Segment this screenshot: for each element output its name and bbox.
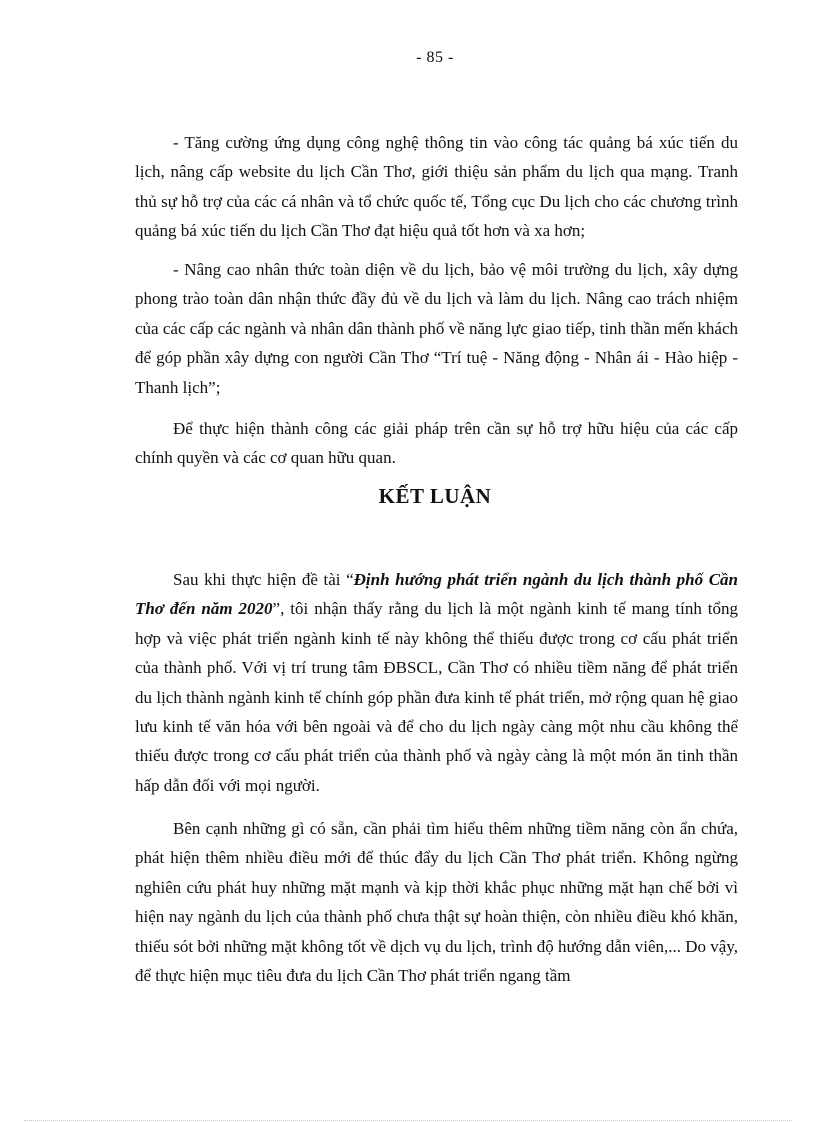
paragraph-text: - Nâng cao nhân thức toàn diện về du lịch, bảo vệ môi trường du lịch, xây dựng phong trào toàn dân nhận thức đầy đủ về du lịch và làm du lịch. Nâng cao trách nhiệm của các cấp các ngành và nhân dân thành phố về năng lực giao tiếp, tinh thần mến khách để góp phần xây dựng con người Cần Thơ “Trí tuệ - Năng động - Nhân ái - Hào hiệp - Thanh lịch”; [135, 260, 738, 397]
paragraph-text: - Tăng cường ứng dụng công nghệ thông tin vào công tác quảng bá xúc tiến du lịch, nâng cấp website du lịch Cần Thơ, giới thiệu sản phẩm du lịch qua mạng. Tranh thủ sự hỗ trợ của các cá nhân và tổ chức quốc tế, Tổng cục Du lịch cho các chương trình quảng bá xúc tiến du lịch Cần Thơ đạt hiệu quả tốt hơn và xa hơn; [135, 133, 738, 241]
paragraph-conclusion-body [135, 814, 738, 990]
page-bottom-rule [24, 1120, 792, 1121]
section-title-conclusion: KẾT LUẬN [378, 484, 492, 508]
paragraph-awareness [135, 255, 738, 402]
paragraph-rest: ”, tôi nhận thấy rằng du lịch là một ngành kinh tế mang tính tổng hợp và việc phát triển ngành kinh tế này không thể thiếu được trong cơ cấu phát triển của thành phố. Với vị trí trung tâm ĐBSCL, Cần Thơ có nhiều tiềm năng để phát triển du lịch thành ngành kinh tế chính góp phần đưa kinh tế phát triển, mở rộng quan hệ giao lưu kinh tế văn hóa với bên ngoài và để cho du lịch ngày càng một nhu cầu không thể thiếu được trong cơ cấu phát triển của thành phố và ngày càng là một món ăn tinh thần hấp dẫn đối với mọi người. [135, 599, 739, 795]
paragraph-lead: Sau khi thực hiện đề tài “ [173, 570, 354, 589]
paragraph-promotion-it [135, 128, 738, 246]
page-number: - 85 - [416, 49, 454, 66]
paragraph-text: Để thực hiện thành công các giải pháp trên cần sự hỗ trợ hữu hiệu của các cấp chính quyền và các cơ quan hữu quan. [135, 419, 738, 468]
thesis-title: Định hướng phát triển ngành du lịch thành phố Cần Thơ đến năm 2020 [135, 570, 739, 619]
paragraph-text: Bên cạnh những gì có sẵn, cần phải tìm hiểu thêm những tiềm năng còn ẩn chứa, phát hiện thêm nhiều điều mới để thúc đẩy du lịch Cần Thơ phát triển. Không ngừng nghiên cứu phát huy những mặt mạnh và kịp thời khắc phục những mặt hạn chế bởi vì hiện nay ngành du lịch của thành phố chưa thật sự hoàn thiện, còn nhiều điều khó khăn, thiếu sót bởi những mặt không tốt về dịch vụ du lịch, trình độ hướng dẫn viên,... Do vậy, để thực hiện mục tiêu đưa du lịch Cần Thơ phát triển ngang tầm [135, 819, 738, 986]
paragraph-support [135, 414, 738, 473]
paragraph-conclusion-intro [135, 565, 738, 800]
